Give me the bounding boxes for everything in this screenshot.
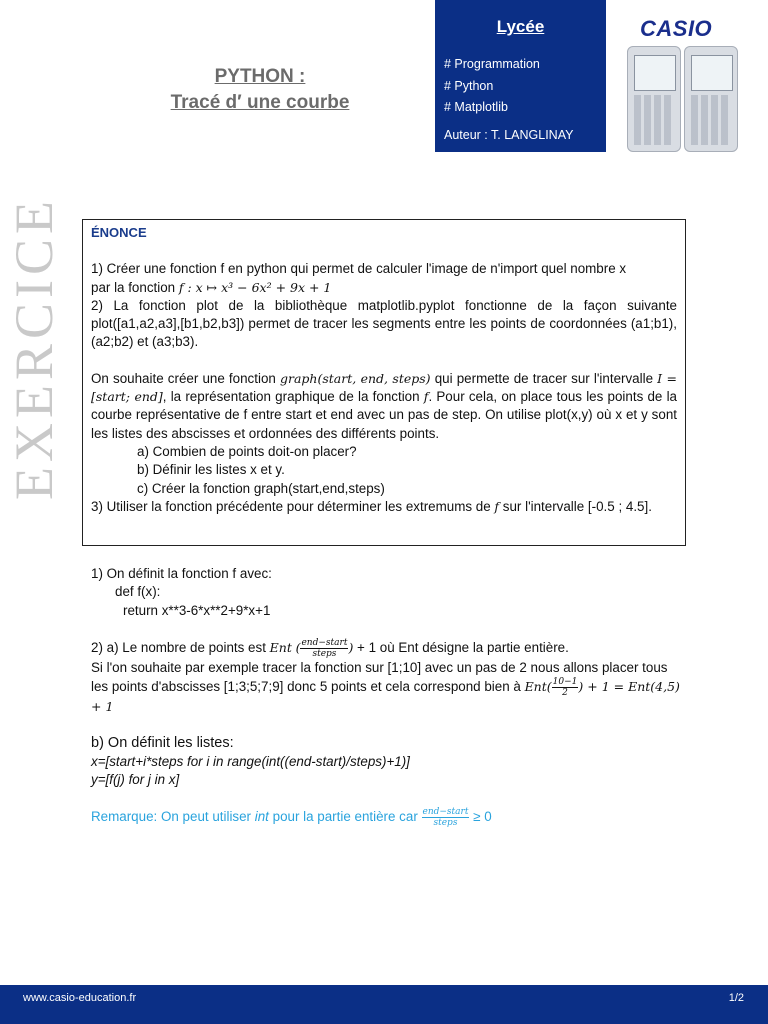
remark: Remarque: On peut utiliser int pour la partie entière car $\frac{\text{end−start}}{\text{steps}}$ ≥ 0 (91, 807, 492, 829)
page-number: 1/2 (728, 992, 744, 1004)
fraction: $\frac{\text{end−start}}{\text{steps}}$ (301, 637, 348, 659)
tag-item: # Python (444, 78, 494, 93)
list-y-definition: y=[f(j) for j in x] (91, 772, 180, 788)
fraction: $\frac{10-1}{2}$ (552, 677, 578, 699)
level-info-box (435, 0, 606, 152)
problem-statement-box (82, 219, 686, 546)
tag-list (435, 54, 606, 119)
solution-2a-example: Si l'on souhaite par exemple tracer la fonction sur [1;10] avec un pas de 2 nous allons placer tous les points d'abscisses [1;3;5;7;9] donc 5 points et cela correspond bien à Ent( $\frac{10-1}{2}$ ) + 1 = Ent(4,5) + 1 (91, 659, 680, 715)
question-3: 3) Utiliser la fonction précédente pour déterminer les extremums de f sur l'intervalle [-0.5 ; 4.5]. (91, 498, 652, 514)
question-1: 1) Créer une fonction f en python qui permet de calculer l'image de n'import quel nombre x (91, 261, 627, 277)
sub-question-b: b) Définir les listes x et y. (137, 462, 285, 478)
document-title (110, 64, 410, 116)
calculator-image (627, 46, 681, 152)
solution-1: 1) On définit la fonction f avec: (91, 566, 272, 581)
fraction: $\frac{\text{end−start}}{\text{steps}}$ (422, 807, 469, 829)
tag-item: # Matplotlib (444, 100, 508, 114)
title-line-2: Tracé d′ une courbe (170, 92, 350, 113)
code-line: return x**3-6*x**2+9*x+1 (123, 602, 271, 618)
page-footer (0, 985, 768, 1024)
author-label: Auteur : T. LANGLINAY (444, 127, 574, 142)
section-label: ÉNONCE (91, 225, 147, 240)
list-x-definition: x=[start+i*steps for i in range(int((end-start)/steps)+1)] (91, 753, 410, 769)
level-label: Lycée (496, 17, 545, 36)
sub-question-a: a) Combien de points doit-on placer? (137, 443, 357, 459)
casio-logo: CASIO (640, 16, 713, 41)
calculator-image (684, 46, 738, 152)
solution-section (91, 565, 681, 828)
footer-link[interactable]: www.casio-education.fr (23, 992, 137, 1004)
title-line-1: PYTHON : (214, 66, 306, 87)
tag-item: # Programmation (444, 57, 540, 71)
solution-2a: 2) a) Le nombre de points est Ent ( $\frac{\text{end−start}}{\text{steps}}$ ) + 1 où Ent désigne la partie entière. (91, 637, 569, 659)
sub-question-c: c) Créer la fonction graph(start,end,steps) (137, 480, 385, 496)
question-3-intro: On souhaite créer une fonction graph(start, end, steps) qui permette de tracer sur l'intervalle I = [start; end], la représentation graphique de la fonction f. Pour cela, on place tous les points de la courbe représentative de f entre start et end avec un pas de step. On utilise plot(x,y) où x et y sont les listes des abscisses et ordonnées des différents points. (91, 370, 678, 441)
question-2: 2) La fonction plot de la bibliothèque matplotlib.pyplot fonctionne de la façon suivante plot([a1,a2,a3],[b1,b2,b3]) permet de tracer les segments entre les points de coordonnées (a1;b1), (a2;b2) et (a3;b3). (91, 297, 677, 350)
code-line: def f(x): (115, 584, 161, 600)
side-label: EXERCICE (4, 196, 64, 500)
solution-2b-title: b) On définit les listes: (91, 735, 234, 752)
question-1-function: par la fonction f : x ↦ x³ − 6x² + 9x + 1 (91, 279, 332, 295)
